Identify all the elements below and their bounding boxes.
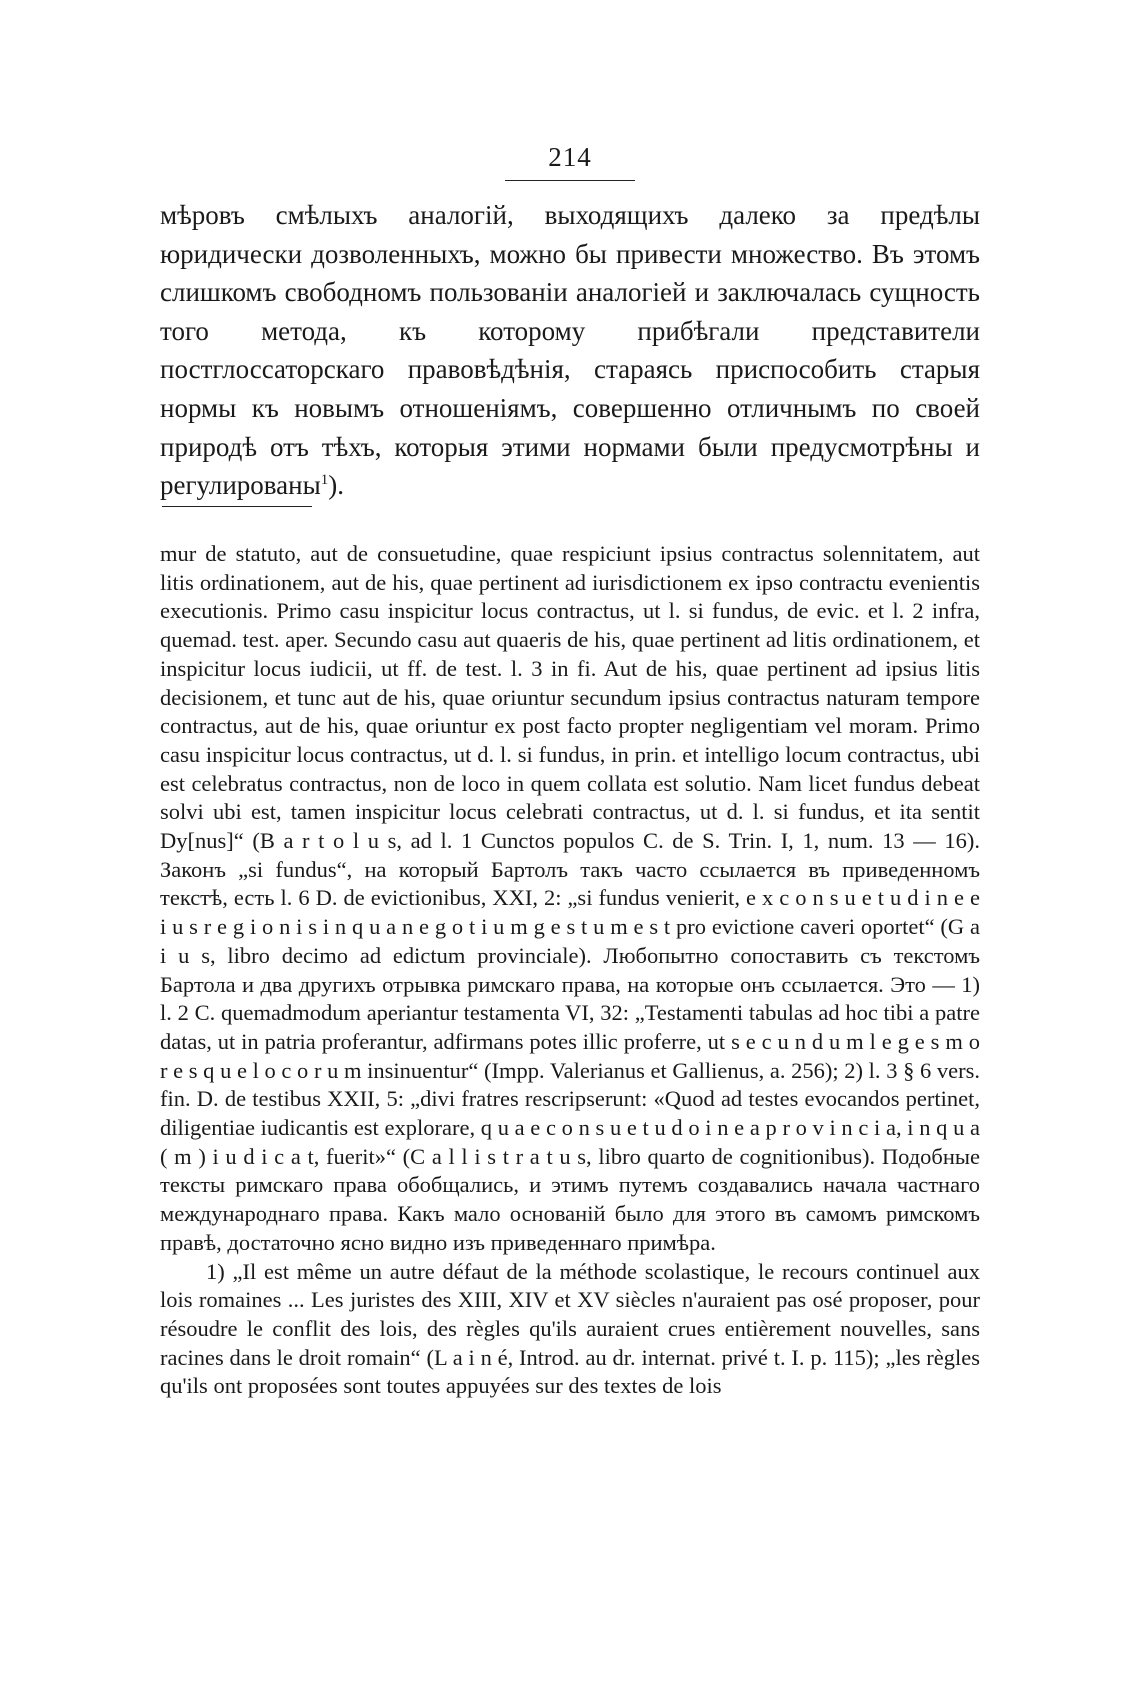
footnote-1: 1) „Il est même un autre défaut de la méthode scolastique, le recours continuel aux lois romaines ... Les juristes des XIII, XIV et XV siècles n'auraient pas osé proposer, pour résoudre le conflit des lois, des règles qu'ils auraient crues entièrement nouvelles, sans racines dans le droit romain“ (L a i n é, Introd. au dr. internat. privé t. I. p. 115); „les règles qu'ils ont proposées sont toutes appuyées sur des textes de lois bbox=[160, 1258, 980, 1399]
footnote-reference: 1 bbox=[320, 472, 329, 489]
footnote-continued: mur de statuto, aut de consuetudine, quae respiciunt ipsius contractus solennitatem, aut litis ordinationem, aut de his, quae pertinent ad iurisdictionem ex ipso contractu evenientis executionis. Primo casu inspicitur locus contractus, ut l. si fundus, de evic. et l. 2 infra, quemad. test. aper. Secundo casu aut quaeris de his, quae pertinent ad litis ordinationem, et inspicitur locus iudicii, ut ff. de test. l. 3 in fi. Aut de his, quae pertinent ad ipsius litis decisionem, et tunc aut de his, quae oriuntur secundum ipsius contractus naturam tempore contractus, aut de his, quae oriuntur ex post facto propter negligentiam vel moram. Primo casu inspicitur locus contractus, ut d. l. si fundus, in prin. et intelligo locum contractus, ubi est celebratus contractus, non de loco in quem collata est solutio. Nam licet fundus debeat solvi ubi est, tamen inspicitur locus celebrati contractus, ut d. l. si fundus, et ita sentit Dy[nus]“ (B a r t o l u s, ad l. 1 Cunctos populos C. de S. Trin. I, 1, num. 13 — 16). Законъ „si fundus“, на который Бартолъ такъ часто ссылается въ приведенномъ текстѣ, есть l. 6 D. de evictionibus, XXI, 2: „si fundus venierit, e x c o n s u e t u d i n e e i u s r e g i o n i s i n q u a n e g o t i u m g e s t u m e s t pro evictione caveri oportet“ (G a i u s, libro decimo ad edictum provinciale). Любопытно сопоставить съ текстомъ Бартола и два другихъ отрывка римскаго права, на которые онъ ссылается. Это — 1) l. 2 C. quemadmodum aperiantur testamenta VI, 32: „Testamenti tabulas ad hoc tibi a patre datas, ut in patria proferantur, adfirmans potes illic proferre, ut s e c u n d u m l e g e s m o r e s q u e l o c o r u m insinuentur“ (Impp. Valerianus et Gallienus, a. 256); 2) l. 3 § 6 vers. fin. D. de testibus XXII, 5: „divi fratres rescripserunt: «Quod ad testes evocandos pertinet, diligentiae iudicantis est explorare, q u a e c o n s u e t u d o i n e a p r o v i n c i a, i n q u a ( m ) i u d i c a t, fuerit»“ (C a l l i s t r a t u s, libro quarto de cognitionibus). Подобные тексты римскаго права обобщались, и этимъ путемъ создавались начала частнаго международнаго права. Какъ мало основаній было для этого въ самомъ римскомъ правѣ, достаточно ясно видно изъ приведеннаго примѣра. bbox=[160, 541, 980, 1255]
page-number-rule bbox=[505, 180, 635, 181]
footnotes-block bbox=[160, 540, 980, 1401]
main-paragraph-text: мѣровъ смѣлыхъ аналогій, выходящихъ далеко за предѣлы юридически дозволенныхъ, можно бы привести множество. Въ этомъ слишкомъ свободномъ пользованіи аналогіей и заключалась сущность того метода, къ которому прибѣгали представители постглоссаторскаго правовѣдѣнія, стараясь приспособить старыя нормы къ новымъ отношеніямъ, совершенно отличнымъ по своей природѣ отъ тѣхъ, которыя этими нормами были предусмотрѣны и регулированы bbox=[160, 200, 980, 501]
main-paragraph-closing: ). bbox=[328, 470, 345, 501]
page-number: 214 bbox=[548, 142, 592, 172]
footnote-separator bbox=[162, 506, 312, 507]
main-paragraph bbox=[160, 196, 980, 505]
